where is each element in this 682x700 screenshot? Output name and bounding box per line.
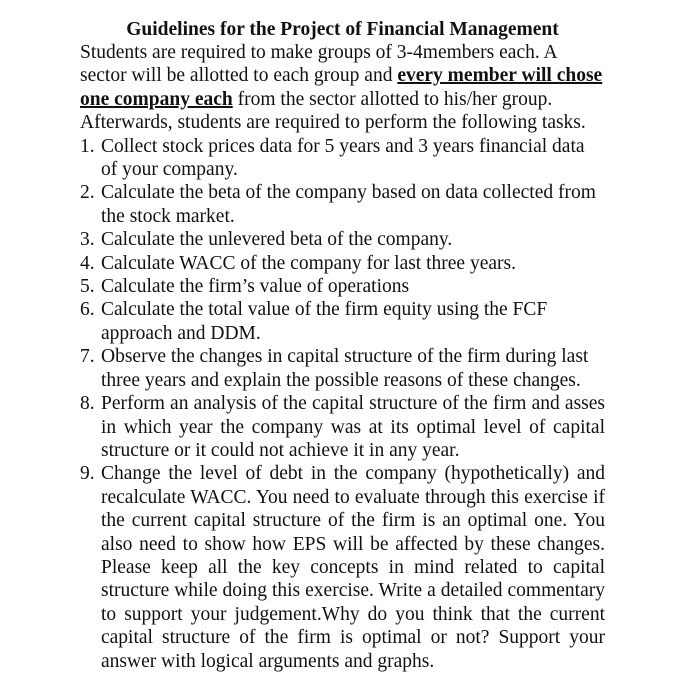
task-text: Perform an analysis of the capital structure of the firm and asses in which year the company was at its optimal level of capital structure or it could not achieve it in any year.	[101, 393, 605, 461]
task-text: Calculate the firm’s value of operations	[101, 276, 410, 298]
task-item	[80, 181, 605, 228]
task-number: 9.	[80, 463, 95, 485]
document-title: Guidelines for the Project of Financial Management	[126, 19, 559, 40]
task-item	[80, 135, 605, 182]
task-number: 2.	[80, 182, 95, 204]
intro-emphasis: every member will chose one company each	[80, 65, 603, 110]
task-number: 6.	[80, 299, 95, 321]
task-item	[80, 275, 605, 298]
task-text: Calculate the unlevered beta of the company.	[101, 229, 453, 251]
document-page	[80, 18, 605, 673]
task-number: 3.	[80, 229, 95, 251]
task-item	[80, 252, 605, 275]
task-item	[80, 298, 605, 345]
task-number: 7.	[80, 346, 95, 368]
task-text: Calculate WACC of the company for last three years.	[101, 252, 516, 274]
task-item	[80, 228, 605, 251]
intro-text-part2: from the sector allotted to his/her group. Afterwards, students are required to perform the following tasks.	[80, 88, 586, 134]
intro-text-part1: Students are required to make groups of 3-4members each. A sector will be allotted to each group and	[80, 42, 557, 87]
task-number: 5.	[80, 276, 95, 298]
intro-paragraph	[80, 41, 605, 135]
task-number: 8.	[80, 393, 95, 415]
task-text: Calculate the total value of the firm equity using the FCF approach and DDM.	[101, 299, 548, 344]
task-item	[80, 392, 605, 462]
task-number: 4.	[80, 252, 95, 274]
task-text: Collect stock prices data for 5 years and 3 years financial data of your company.	[101, 135, 585, 181]
task-text: Calculate the beta of the company based on data collected from the stock market.	[101, 182, 596, 227]
task-text: Change the level of debt in the company (hypothetically) and recalculate WACC. You need to evaluate through this exercise if the current capital structure of the firm is an optimal one. You also need to show how EPS will be affected by these changes. Please keep all the key concepts in mind related to capital structure while doing this exercise. Write a detailed commentary to support your judgement.Why do you think that the current capital structure of the firm is optimal or not? Support your answer with logical arguments and graphs.	[101, 463, 605, 672]
task-number: 1.	[80, 135, 95, 157]
task-item	[80, 345, 605, 392]
task-list	[80, 135, 605, 673]
task-item	[80, 462, 605, 673]
task-text: Observe the changes in capital structure of the firm during last three years and explain the possible reasons of these changes.	[101, 346, 589, 391]
